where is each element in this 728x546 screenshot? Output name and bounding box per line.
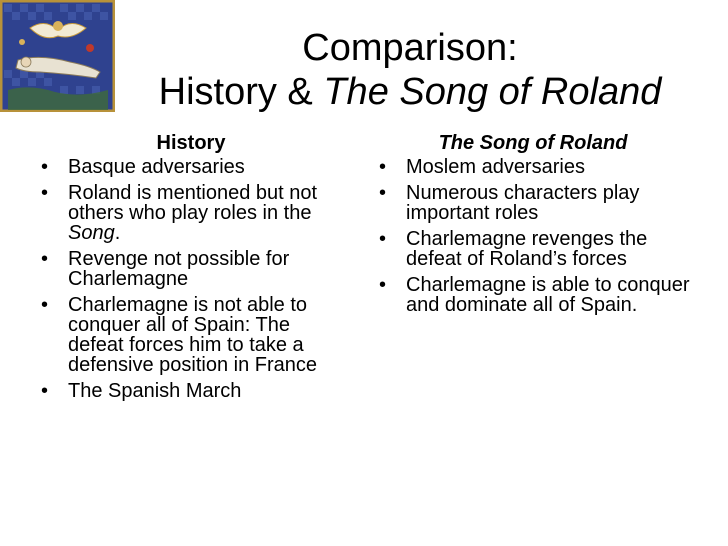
list-item-suffix: .: [114, 222, 121, 244]
song-column: [374, 130, 692, 321]
list-item: [36, 183, 346, 243]
list-item-text: Roland is mentioned but not others who play roles in the: [68, 182, 318, 224]
list-item: [374, 157, 692, 177]
list-item-text: Revenge not possible for Charlemagne: [68, 248, 290, 290]
list-item-text: Moslem adversaries: [406, 156, 585, 178]
list-item: [374, 275, 692, 315]
history-heading: History: [156, 132, 226, 154]
list-item: [374, 183, 692, 223]
list-item-text: Charlemagne revenges the defeat of Roland’s forces: [406, 228, 648, 270]
list-item: [36, 157, 346, 177]
manuscript-illustration: [0, 0, 115, 112]
list-item-text: Basque adversaries: [68, 156, 245, 178]
history-list: [36, 157, 346, 401]
list-item: [36, 295, 346, 375]
list-item: [36, 381, 346, 401]
list-item: [374, 229, 692, 269]
song-list: [374, 157, 692, 315]
manuscript-illustration-graphic: [0, 0, 115, 112]
list-item-text: Charlemagne is not able to conquer all of Spain: The defeat forces him to take a defensive position in France: [68, 294, 318, 376]
title-prefix: History &: [158, 71, 324, 113]
list-item: [36, 249, 346, 289]
list-item-italic: Song: [68, 222, 115, 244]
history-column: [36, 130, 346, 407]
song-heading: The Song of Roland: [438, 132, 628, 154]
list-item-text: Numerous characters play important roles: [406, 182, 640, 224]
title-line-2: [130, 70, 690, 114]
list-item-text: Charlemagne is able to conquer and dominate all of Spain.: [406, 274, 690, 316]
title-line-1: Comparison:: [302, 27, 518, 69]
title-italic: The Song of Roland: [323, 71, 662, 113]
slide-title: [130, 26, 690, 114]
list-item-text: The Spanish March: [68, 380, 242, 402]
